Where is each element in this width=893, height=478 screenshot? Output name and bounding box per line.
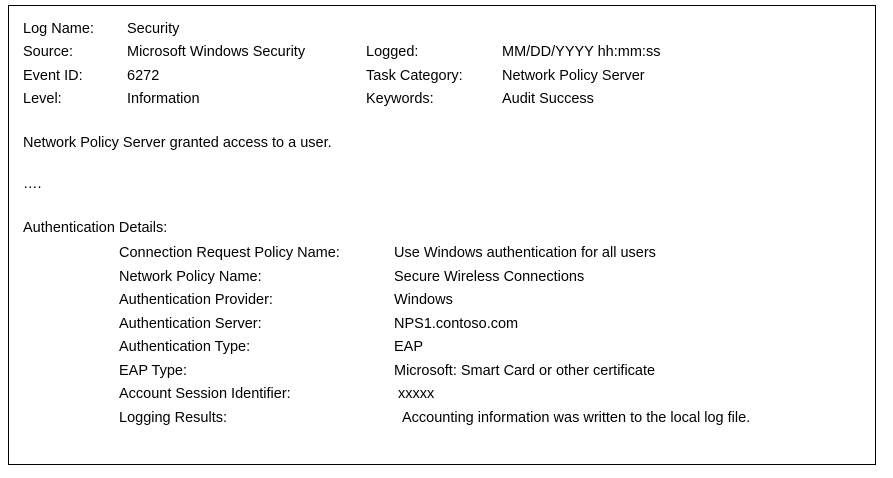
event-header-row xyxy=(23,65,861,88)
event-header-row xyxy=(23,88,861,111)
log-name-label: Log Name: xyxy=(23,21,94,37)
detail-row xyxy=(23,266,861,289)
logged-value: MM/DD/YYYY hh:mm:ss xyxy=(502,44,661,61)
account-session-identifier-value: xxxxx xyxy=(398,386,435,403)
logged-label: Logged: xyxy=(366,44,419,61)
detail-row xyxy=(23,383,861,406)
authentication-type-label: Authentication Type: xyxy=(119,339,251,356)
source-value: Microsoft Windows Security xyxy=(127,44,306,61)
detail-row xyxy=(23,289,861,312)
authentication-details-title: Authentication Details: xyxy=(23,219,168,236)
logging-results-value: Accounting information was written to the local log file. xyxy=(402,409,751,426)
eap-type-value: Microsoft: Smart Card or other certificate xyxy=(394,362,656,379)
event-id-value: 6272 xyxy=(127,67,160,84)
detail-row xyxy=(23,242,861,265)
connection-request-policy-name-value: Use Windows authentication for all users xyxy=(394,245,656,262)
keywords-label: Keywords: xyxy=(366,91,434,108)
authentication-type-value: EAP xyxy=(394,339,424,356)
detail-row xyxy=(23,407,861,430)
authentication-server-label: Authentication Server: xyxy=(119,315,262,332)
detail-row xyxy=(23,360,861,383)
event-description: Network Policy Server granted access to a user. xyxy=(23,134,332,151)
event-ellipsis: …. xyxy=(23,176,42,193)
eap-type-label: EAP Type: xyxy=(119,362,187,379)
authentication-server-value: NPS1.contoso.com xyxy=(394,315,519,332)
account-session-identifier-label: Account Session Identifier: xyxy=(119,386,291,403)
task-category-label: Task Category: xyxy=(366,67,463,84)
level-value: Information xyxy=(127,91,200,108)
event-header-row xyxy=(23,18,861,41)
connection-request-policy-name-label: Connection Request Policy Name: xyxy=(119,245,340,262)
network-policy-name-value: Secure Wireless Connections xyxy=(394,268,585,285)
task-category-value: Network Policy Server xyxy=(502,67,645,84)
detail-row xyxy=(23,336,861,359)
source-label: Source: xyxy=(23,44,73,61)
event-header-fields xyxy=(23,18,861,112)
authentication-details-list xyxy=(23,242,861,430)
level-label: Level: xyxy=(23,91,62,108)
authentication-provider-value: Windows xyxy=(394,292,453,309)
event-id-label: Event ID: xyxy=(23,67,83,84)
log-name-value: Security xyxy=(127,21,180,37)
event-details-panel xyxy=(8,5,876,465)
logging-results-label: Logging Results: xyxy=(119,409,228,426)
network-policy-name-label: Network Policy Name: xyxy=(119,268,262,285)
keywords-value: Audit Success xyxy=(502,91,594,108)
authentication-provider-label: Authentication Provider: xyxy=(119,292,273,309)
detail-row xyxy=(23,313,861,336)
event-header-row xyxy=(23,41,861,64)
